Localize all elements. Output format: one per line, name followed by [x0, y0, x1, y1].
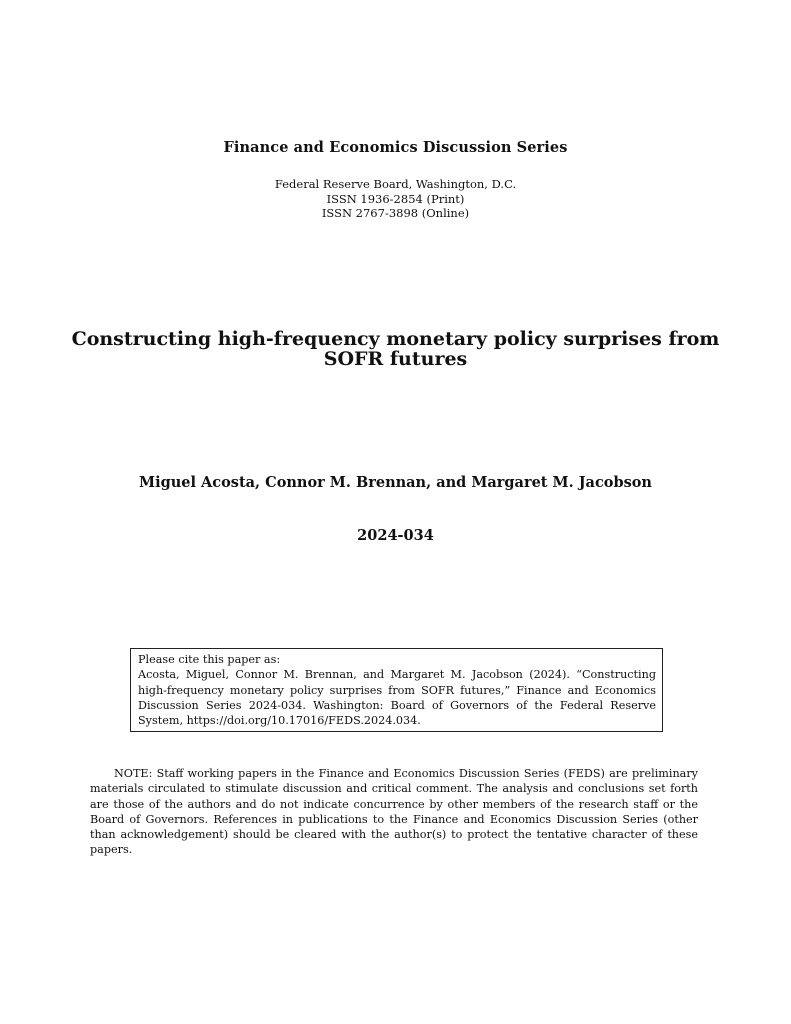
paper-number: 2024-034: [357, 527, 434, 544]
disclaimer-note: NOTE: Staff working papers in the Finance and Economics Discussion Series (FEDS) are preliminary materials circulated to stimulate discussion and critical comment. The analysis and conclusions set forth are those of the authors and do not indicate concurrence by other members of the research staff or the Board of Governors. References in publications to the Finance and Economics Discussion Series (other than acknowledgement) should be cleared with the author(s) to protect the tentative character of these papers.: [90, 767, 698, 857]
paper-title: Constructing high-frequency monetary policy surprises from SOFR futures: [71, 328, 720, 370]
citation-box: [130, 648, 663, 732]
citation-lead: Please cite this paper as:: [138, 653, 281, 666]
publisher: Federal Reserve Board, Washington, D.C.: [274, 177, 517, 191]
authors: Miguel Acosta, Connor M. Brennan, and Margaret M. Jacobson: [139, 474, 652, 491]
series-title: Finance and Economics Discussion Series: [223, 139, 568, 156]
issn-print: ISSN 1936-2854 (Print): [326, 191, 465, 206]
publication-info: [0, 177, 791, 221]
citation-text: Acosta, Miguel, Connor M. Brennan, and Margaret M. Jacobson (2024). “Constructing high-frequency monetary policy surprises from SOFR futures,” Finance and Economics Discussion Series 2024-034. Washington: Board of Governors of the Federal Reserve System, https://doi.org/10.17016/FEDS.2024.034.: [138, 668, 656, 728]
issn-online: ISSN 2767-3898 (Online): [321, 206, 470, 220]
